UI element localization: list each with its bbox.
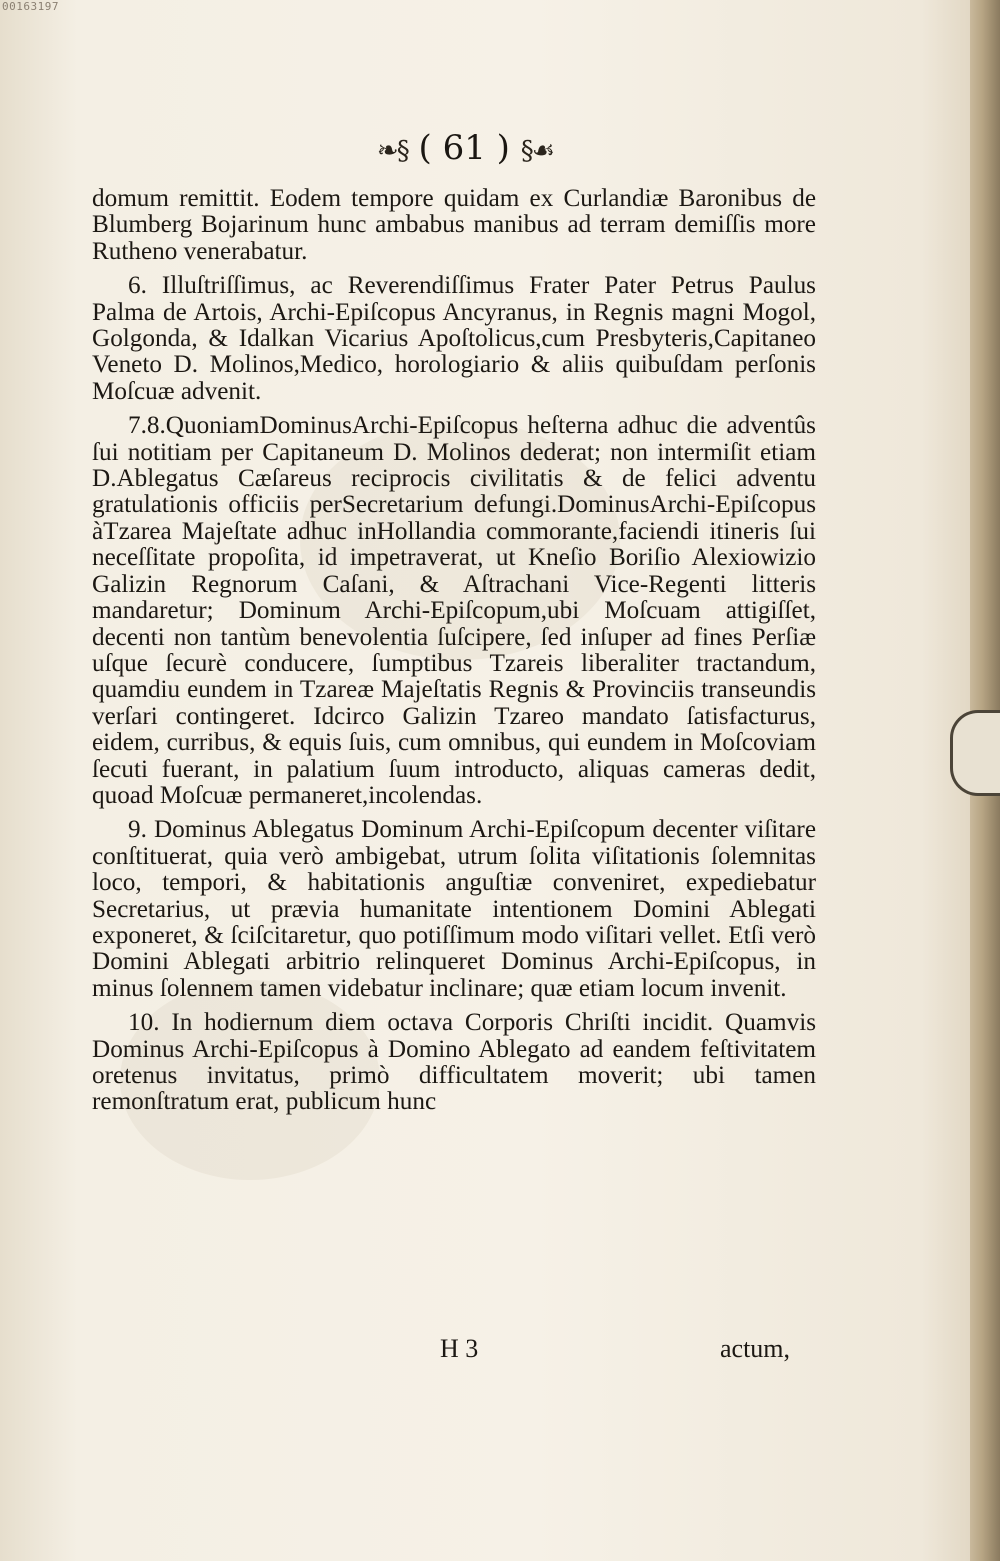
paragraph: 6. Illuſtriſſimus, ac Reverendiſſimus Frater Pater Petrus Paulus Palma de Artois, Archi-Epiſcopus Ancyranus, in Regnis magni Mogol, Golgonda, & Idalkan Vicarius Apoſtolicus,cum Presbyteris,Capitaneo Veneto D. Molinos,Medico, horologiario & aliis quibuſdam perſonis Moſcuæ advenit. (92, 272, 816, 405)
page-footer (0, 1334, 930, 1366)
catchword: actum, (720, 1334, 791, 1363)
paragraph: 10. In hodiernum diem octava Corporis Chriſti incidit. Quamvis Dominus Archi-Epiſcopus à Domino Ablegato ad eandem feſtivitatem oretenus invitatus, primò difficultatem moverit; ubi tamen remonſtratum erat, publicum hunc (92, 1009, 816, 1116)
ornament-right-icon: §☙ (520, 136, 554, 166)
signature-mark: H 3 (440, 1334, 479, 1363)
page-clip (950, 710, 1000, 796)
paragraph: 9. Dominus Ablegatus Dominum Archi-Epiſcopum decenter viſitare conſtituerat, quia verò ambigebat, utrum ſolita viſitationis ſolemnitas loco, tempori, & habitationis anguſtiæ conveniret, expediebatur Secretarius, ut prævia humanitate intentionem Domini Ablegati exponeret, & ſciſcitaretur, quo potiſſimum modo viſitari vellet. Etſi verò Domini Ablegati arbitrio relinqueret Dominus Archi-Epiſcopus, in minus ſolennem tamen videbatur inclinare; quæ etiam locum invenit. (92, 816, 816, 1002)
body-text (92, 186, 816, 1116)
paragraph: 7.8.QuoniamDominusArchi-Epiſcopus heſterna adhuc die adventûs ſui notitiam per Capitaneum D. Molinos dederat; non intermiſit etiam D.Ablegatus Cæſareus reciprocis civilitatis & de felici adventu gratulationis officiis perSecretarium defungi.DominusArchi-Epiſcopus àTzarea Majeſtate adhuc inHollandia commorante,faciendi itineris ſui neceſſitate propoſita, id impetraverat, ut Kneſio Boriſio Alexiowizio Galizin Regnorum Caſani, & Aſtrachani Vice-Regenti litteris mandaretur; Dominum Archi-Epiſcopum,ubi Moſcuam attigiſſet, decenti non tantùm benevolentia ſuſcipere, ſed inſuper ad fines Perſiæ uſque ſecurè conducere, ſumptibus Tzareis liberaliter tractandum, quamdiu eundem in Tzareæ Majeſtatis Regnis & Provinciis transeundis verſari contingeret. Idcirco Galizin Tzareo mandato ſatisfacturus, eidem, curribus, & equis ſuis, cum omnibus, qui eundem in Moſcoviam ſecuti fuerant, in palatium ſuum introducto, aliquas cameras dedit, quoad Moſcuæ permaneret,incolendas. (92, 412, 816, 809)
ornament-left-icon: ❧§ (376, 136, 408, 166)
page-header (0, 128, 930, 168)
paragraph: domum remittit. Eodem tempore quidam ex Curlandiæ Baronibus de Blumberg Bojarinum hunc ambabus manibus ad terram demiſſis more Rutheno venerabatur. (92, 185, 816, 265)
archive-id: 00163197 (2, 0, 59, 13)
page-number: ( 61 ) (418, 128, 510, 168)
